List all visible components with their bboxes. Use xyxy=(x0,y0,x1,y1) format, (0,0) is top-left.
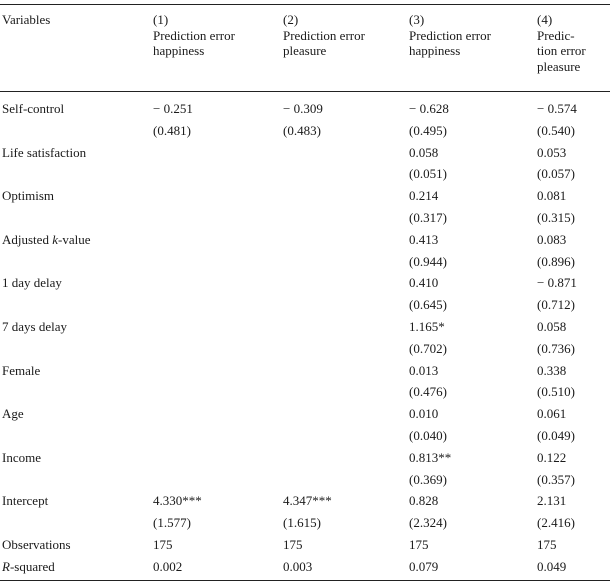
coefficient-cell: 0.214 xyxy=(409,188,439,204)
coefficient-cell: − 0.871 xyxy=(537,275,577,291)
standard-error-cell: (0.483) xyxy=(283,122,321,138)
column-number: (1) xyxy=(153,12,169,27)
standard-error-cell: (0.510) xyxy=(537,384,575,400)
standard-error-cell: (0.481) xyxy=(153,122,191,138)
column-label: Prediction error happiness xyxy=(409,27,491,58)
standard-error-cell: (0.476) xyxy=(409,384,447,400)
row-label xyxy=(2,232,90,247)
standard-error-cell: (0.051) xyxy=(409,166,447,182)
column-label: Prediction error happiness xyxy=(153,27,235,58)
coefficient-cell: 4.330*** xyxy=(153,493,202,509)
coefficient-cell: 0.813** xyxy=(409,449,452,465)
standard-error-cell: (0.317) xyxy=(409,210,447,225)
statistic-cell: 175 xyxy=(283,537,303,552)
table-bottom-rule xyxy=(0,580,610,581)
coefficient-cell: − 0.309 xyxy=(283,101,323,116)
coefficient-cell: 0.058 xyxy=(409,144,439,160)
statistic-cell: 0.079 xyxy=(409,558,439,574)
standard-error-cell: (2.416) xyxy=(537,515,575,531)
standard-error-cell: (0.495) xyxy=(409,122,447,138)
coefficient-cell: 0.410 xyxy=(409,275,439,291)
coefficient-cell: 0.083 xyxy=(537,231,567,247)
coefficient-cell: 0.413 xyxy=(409,231,439,247)
row-label: Female xyxy=(2,362,41,378)
row-label: Intercept xyxy=(2,493,49,509)
row-label xyxy=(2,559,55,574)
standard-error-cell: (0.049) xyxy=(537,428,575,443)
coefficient-cell: 4.347*** xyxy=(283,493,332,509)
standard-error-cell: (0.357) xyxy=(537,471,575,487)
row-label: Self-control xyxy=(2,101,65,116)
row-label-italic: R xyxy=(2,558,10,574)
standard-error-cell: (0.369) xyxy=(409,471,447,487)
statistic-cell: 0.002 xyxy=(153,558,183,574)
statistic-cell: 0.049 xyxy=(537,558,567,574)
coefficient-cell: 0.013 xyxy=(409,362,439,378)
header-column-1 xyxy=(153,12,278,59)
table-top-rule xyxy=(0,4,610,5)
row-label: Optimism xyxy=(2,188,55,204)
standard-error-cell: (1.615) xyxy=(283,515,321,531)
header-rule xyxy=(0,91,610,92)
header-variables-label: Variables xyxy=(2,12,51,27)
standard-error-cell: (0.645) xyxy=(409,297,447,313)
standard-error-cell: (0.736) xyxy=(537,340,575,356)
row-label: Observations xyxy=(2,537,71,552)
standard-error-cell: (1.577) xyxy=(153,515,191,531)
standard-error-cell: (0.896) xyxy=(537,253,575,269)
row-label: 7 days delay xyxy=(2,319,67,334)
row-label: Income xyxy=(2,449,41,465)
column-number: (2) xyxy=(283,12,299,27)
row-label: Age xyxy=(2,406,24,422)
standard-error-cell: (0.702) xyxy=(409,340,447,356)
coefficient-cell: 0.081 xyxy=(537,188,567,204)
statistic-cell: 175 xyxy=(537,537,557,552)
statistic-cell: 175 xyxy=(153,537,173,552)
header-column-3 xyxy=(409,12,534,59)
coefficient-cell: − 0.251 xyxy=(153,101,193,116)
header-column-2 xyxy=(283,12,403,59)
row-label-italic: k xyxy=(52,231,58,247)
column-number: (4) xyxy=(537,12,553,27)
standard-error-cell: (0.712) xyxy=(537,297,575,313)
coefficient-cell: 0.053 xyxy=(537,144,567,160)
row-label: 1 day delay xyxy=(2,275,62,291)
coefficient-cell: 0.122 xyxy=(537,449,567,465)
coefficient-cell: 1.165* xyxy=(409,319,445,334)
header-column-4 xyxy=(537,12,610,74)
column-label: Prediction error pleasure xyxy=(283,27,365,58)
statistic-cell: 0.003 xyxy=(283,558,313,574)
coefficient-cell: 0.058 xyxy=(537,319,567,334)
coefficient-cell: 0.338 xyxy=(537,362,567,378)
row-label-part: -squared xyxy=(9,558,55,574)
standard-error-cell: (2.324) xyxy=(409,515,447,531)
coefficient-cell: − 0.574 xyxy=(537,101,577,116)
column-label: Predic- tion error pleasure xyxy=(537,27,586,74)
standard-error-cell: (0.057) xyxy=(537,166,575,182)
coefficient-cell: 0.061 xyxy=(537,406,567,422)
header-variables xyxy=(2,12,50,28)
coefficient-cell: 2.131 xyxy=(537,493,567,509)
statistic-cell: 175 xyxy=(409,537,429,552)
column-number: (3) xyxy=(409,12,425,27)
coefficient-cell: 0.828 xyxy=(409,493,439,509)
standard-error-cell: (0.944) xyxy=(409,253,447,269)
standard-error-cell: (0.315) xyxy=(537,210,575,225)
coefficient-cell: 0.010 xyxy=(409,406,439,422)
row-label-part: -value xyxy=(57,231,91,247)
coefficient-cell: − 0.628 xyxy=(409,101,449,116)
row-label-part: Adjusted xyxy=(2,231,53,247)
standard-error-cell: (0.540) xyxy=(537,122,575,138)
row-label: Life satisfaction xyxy=(2,144,87,160)
standard-error-cell: (0.040) xyxy=(409,428,447,443)
